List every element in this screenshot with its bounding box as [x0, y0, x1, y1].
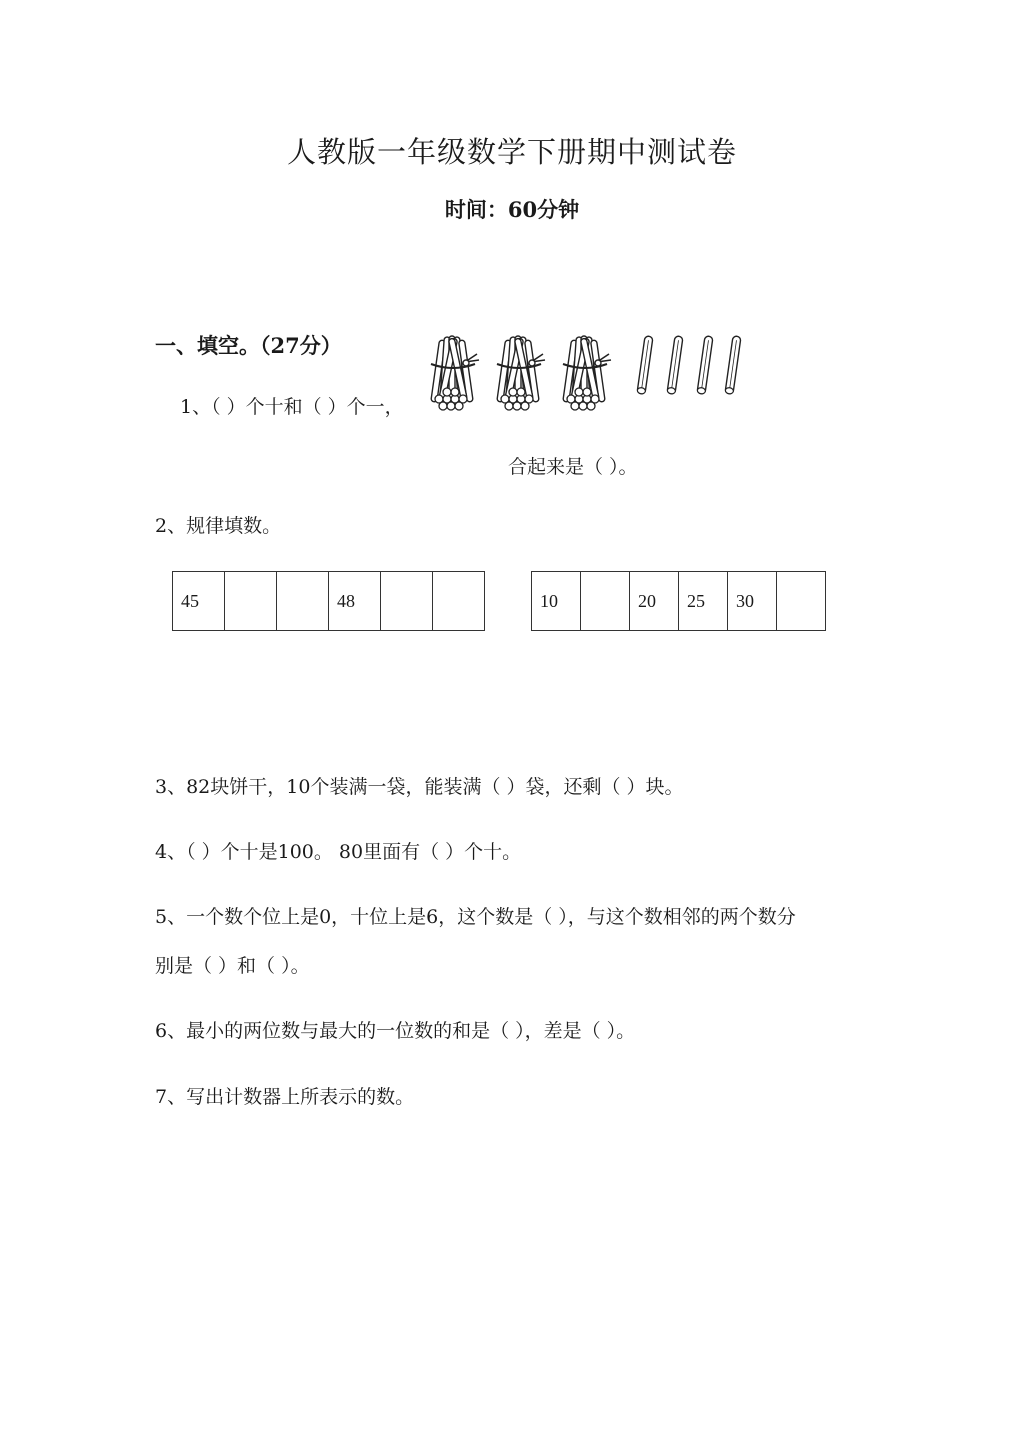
question-5: 5、一个数个位上是0，十位上是6，这个数是（ ），与这个数相邻的两个数分: [155, 906, 796, 928]
sequence-a-cell[interactable]: 45: [173, 572, 225, 631]
question-3: 3、82块饼干，10个装满一袋，能装满（ ）袋，还剩（ ）块。: [155, 776, 684, 798]
bundle-of-ten-2: [497, 336, 545, 410]
sequence-b-cell[interactable]: 25: [679, 572, 728, 631]
sequence-a-cell[interactable]: 48: [329, 572, 381, 631]
single-stick-4: [725, 336, 741, 395]
sequence-b-cell[interactable]: 20: [630, 572, 679, 631]
question-7: 7、写出计数器上所表示的数。: [155, 1086, 415, 1108]
sequence-b-cell[interactable]: 30: [728, 572, 777, 631]
stick-bundles-illustration: [425, 330, 745, 415]
sequence-b-cell[interactable]: [581, 572, 630, 631]
sequence-a-cell[interactable]: [433, 572, 485, 631]
sequence-table-b: [531, 571, 826, 631]
time-limit: 时间：60分钟: [444, 197, 580, 222]
sequence-b-cell[interactable]: [777, 572, 826, 631]
sequence-a-cell[interactable]: [277, 572, 329, 631]
question-5-continued: 别是（ ）和（ ）。: [155, 955, 310, 977]
question-6: 6、最小的两位数与最大的一位数的和是（ ），差是（ ）。: [155, 1020, 636, 1042]
bundle-of-ten-3: [563, 336, 611, 410]
question-1-continued: 合起来是（ ）。: [508, 456, 638, 478]
single-stick-3: [697, 336, 713, 395]
single-stick-1: [637, 336, 653, 395]
sequence-a-cell[interactable]: [381, 572, 433, 631]
bundle-of-ten-1: [431, 336, 479, 410]
question-2: 2、规律填数。: [155, 515, 282, 537]
question-1: 1、（ ）个十和（ ）个一，: [180, 396, 404, 418]
sequence-table-a: [172, 571, 485, 631]
sequence-b-cell[interactable]: 10: [532, 572, 581, 631]
single-stick-2: [667, 336, 683, 395]
question-4: 4、（ ）个十是100。 80里面有（ ）个十。: [155, 841, 522, 863]
sequence-a-cell[interactable]: [225, 572, 277, 631]
page-title: 人教版一年级数学下册期中测试卷: [286, 135, 737, 169]
section-heading-fill-in: 一、填空。（27分）: [155, 333, 342, 358]
